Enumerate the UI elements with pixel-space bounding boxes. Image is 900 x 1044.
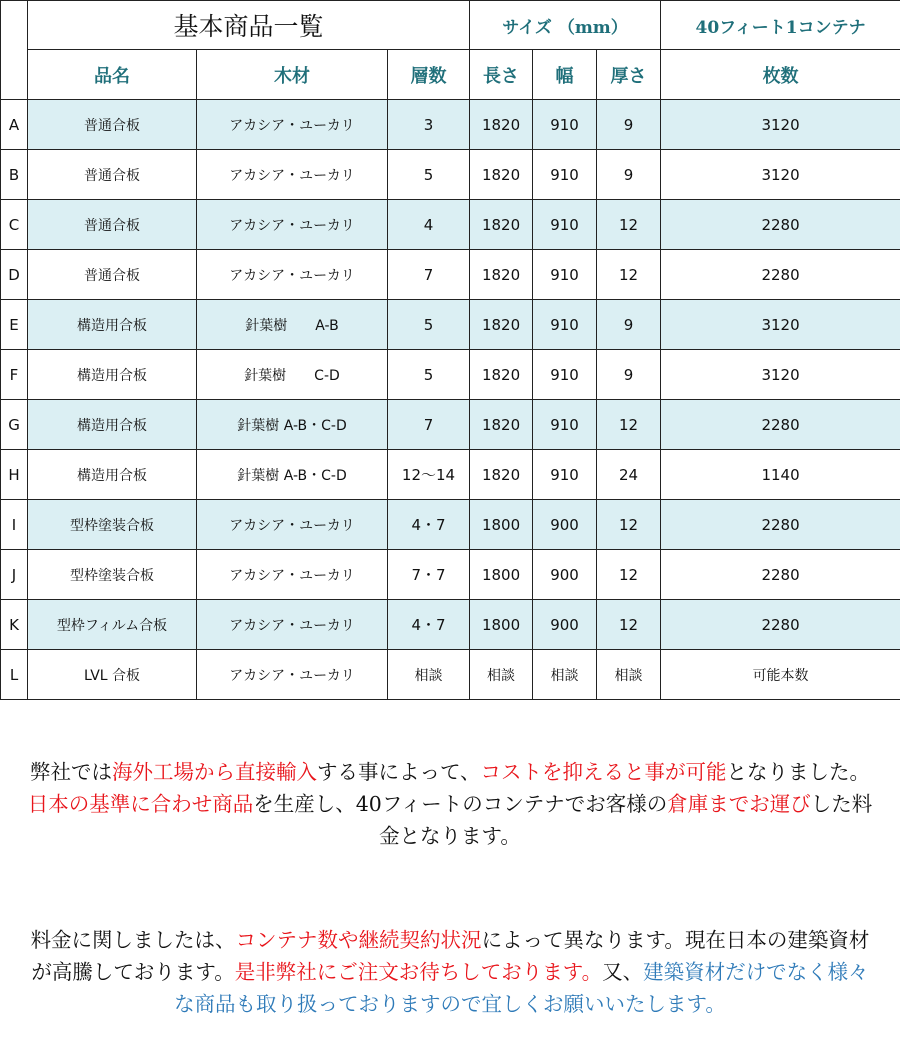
note-text: した料金となります。 — [379, 792, 873, 848]
highlight-red-text: 海外工場から直接輸入 — [111, 760, 317, 784]
cell-name: 普通合板 — [28, 150, 197, 200]
row-label: F — [1, 350, 28, 400]
highlight-red-text: 倉庫までお運び — [667, 792, 811, 816]
row-label: C — [1, 200, 28, 250]
highlight-blue-text: 建築資材だけでなく様々な商品も取り扱っておりますので宜しくお願いいたします。 — [174, 960, 869, 1016]
intro-paragraph — [22, 756, 878, 852]
row-label: J — [1, 550, 28, 600]
cell-count: 1140 — [661, 450, 900, 500]
cell-thickness: 12 — [597, 550, 661, 600]
table-row — [1, 350, 900, 400]
cell-name: 構造用合板 — [28, 350, 197, 400]
cell-wood: アカシア・ユーカリ — [197, 650, 388, 700]
table-row — [1, 300, 900, 350]
cell-count: 可能本数 — [661, 650, 900, 700]
note-text: を生産し、40フィートのコンテナでお客様の — [253, 792, 668, 816]
table-row — [1, 650, 900, 700]
table-row — [1, 250, 900, 300]
table-title: 基本商品一覧 — [28, 1, 470, 50]
row-label: D — [1, 250, 28, 300]
table-row — [1, 450, 900, 500]
cell-length: 相談 — [470, 650, 533, 700]
cell-layers: 7 — [388, 400, 470, 450]
row-label: H — [1, 450, 28, 500]
corner-cell — [1, 1, 28, 100]
cell-thickness: 12 — [597, 500, 661, 550]
cell-name: 普通合板 — [28, 100, 197, 150]
pricing-paragraph — [22, 924, 878, 1020]
table-row — [1, 400, 900, 450]
cell-thickness: 12 — [597, 250, 661, 300]
table-row — [1, 150, 900, 200]
cell-length: 1820 — [470, 150, 533, 200]
note-text: によって異なります。現在日本の建築資材が高騰しております。 — [31, 928, 870, 984]
row-label: I — [1, 500, 28, 550]
table-row — [1, 500, 900, 550]
table-row — [1, 550, 900, 600]
cell-length: 1820 — [470, 300, 533, 350]
cell-wood: アカシア・ユーカリ — [197, 100, 388, 150]
cell-wood: アカシア・ユーカリ — [197, 550, 388, 600]
cell-width: 900 — [533, 500, 597, 550]
cell-thickness: 12 — [597, 200, 661, 250]
note-text: 又、 — [602, 960, 644, 984]
cell-wood: 針葉樹 A-B — [197, 300, 388, 350]
cell-length: 1820 — [470, 400, 533, 450]
cell-count: 2280 — [661, 200, 900, 250]
note-text: となりました。 — [726, 760, 871, 784]
row-label: E — [1, 300, 28, 350]
cell-width: 910 — [533, 200, 597, 250]
row-label: B — [1, 150, 28, 200]
cell-width: 910 — [533, 350, 597, 400]
note-text: 弊社では — [29, 760, 112, 784]
col-header-count: 枚数 — [661, 50, 900, 100]
container-group-header: 40フィート1コンテナ — [661, 1, 900, 50]
cell-count: 2280 — [661, 550, 900, 600]
cell-name: 構造用合板 — [28, 450, 197, 500]
cell-layers: 4 — [388, 200, 470, 250]
cell-wood: 針葉樹 A-B・C-D — [197, 450, 388, 500]
cell-wood: アカシア・ユーカリ — [197, 250, 388, 300]
cell-wood: 針葉樹 C-D — [197, 350, 388, 400]
table-row — [1, 200, 900, 250]
cell-thickness: 24 — [597, 450, 661, 500]
cell-count: 2280 — [661, 600, 900, 650]
highlight-red-text: 是非弊社にご注文お待ちしております。 — [234, 960, 603, 984]
cell-width: 910 — [533, 100, 597, 150]
row-label: L — [1, 650, 28, 700]
col-header-name: 品名 — [28, 50, 197, 100]
cell-layers: 12～14 — [388, 450, 470, 500]
cell-thickness: 9 — [597, 350, 661, 400]
cell-name: LVL 合板 — [28, 650, 197, 700]
cell-name: 型枠塗装合板 — [28, 550, 197, 600]
cell-count: 2280 — [661, 500, 900, 550]
cell-length: 1820 — [470, 200, 533, 250]
cell-width: 相談 — [533, 650, 597, 700]
col-header-layers: 層数 — [388, 50, 470, 100]
cell-wood: アカシア・ユーカリ — [197, 600, 388, 650]
cell-length: 1820 — [470, 250, 533, 300]
cell-count: 3120 — [661, 150, 900, 200]
table-row — [1, 600, 900, 650]
cell-count: 2280 — [661, 250, 900, 300]
note-text: する事によって、 — [316, 760, 481, 784]
cell-width: 910 — [533, 450, 597, 500]
cell-length: 1820 — [470, 450, 533, 500]
cell-length: 1800 — [470, 600, 533, 650]
cell-layers: 7・7 — [388, 550, 470, 600]
cell-name: 構造用合板 — [28, 300, 197, 350]
cell-thickness: 12 — [597, 400, 661, 450]
cell-count: 3120 — [661, 350, 900, 400]
cell-width: 910 — [533, 150, 597, 200]
header-row-2 — [1, 50, 900, 100]
cell-width: 900 — [533, 550, 597, 600]
cell-length: 1820 — [470, 100, 533, 150]
cell-layers: 7 — [388, 250, 470, 300]
highlight-red-text: コンテナ数や継続契約状況 — [235, 928, 482, 952]
cell-length: 1800 — [470, 550, 533, 600]
col-header-width: 幅 — [533, 50, 597, 100]
cell-wood: アカシア・ユーカリ — [197, 200, 388, 250]
row-label: A — [1, 100, 28, 150]
cell-thickness: 9 — [597, 300, 661, 350]
note-text: 料金に関しましたは、 — [30, 928, 236, 952]
cell-width: 910 — [533, 250, 597, 300]
cell-wood: アカシア・ユーカリ — [197, 500, 388, 550]
cell-count: 2280 — [661, 400, 900, 450]
cell-length: 1800 — [470, 500, 533, 550]
size-group-header: サイズ （mm） — [470, 1, 661, 50]
cell-layers: 5 — [388, 350, 470, 400]
highlight-red-text: コストを抑えると事が可能 — [480, 760, 727, 784]
cell-layers: 5 — [388, 300, 470, 350]
cell-name: 型枠塗装合板 — [28, 500, 197, 550]
cell-name: 普通合板 — [28, 200, 197, 250]
cell-wood: 針葉樹 A-B・C-D — [197, 400, 388, 450]
highlight-red-text: 日本の基準に合わせ商品 — [27, 792, 254, 816]
cell-width: 910 — [533, 300, 597, 350]
table-row — [1, 100, 900, 150]
col-header-length: 長さ — [470, 50, 533, 100]
col-header-wood: 木材 — [197, 50, 388, 100]
cell-count: 3120 — [661, 100, 900, 150]
cell-wood: アカシア・ユーカリ — [197, 150, 388, 200]
cell-thickness: 9 — [597, 150, 661, 200]
cell-count: 3120 — [661, 300, 900, 350]
row-label: G — [1, 400, 28, 450]
cell-width: 900 — [533, 600, 597, 650]
cell-layers: 5 — [388, 150, 470, 200]
cell-layers: 4・7 — [388, 600, 470, 650]
cell-layers: 3 — [388, 100, 470, 150]
col-header-thickness: 厚さ — [597, 50, 661, 100]
cell-length: 1820 — [470, 350, 533, 400]
cell-name: 型枠フィルム合板 — [28, 600, 197, 650]
cell-thickness: 9 — [597, 100, 661, 150]
cell-width: 910 — [533, 400, 597, 450]
cell-name: 普通合板 — [28, 250, 197, 300]
cell-thickness: 相談 — [597, 650, 661, 700]
cell-layers: 相談 — [388, 650, 470, 700]
row-label: K — [1, 600, 28, 650]
cell-name: 構造用合板 — [28, 400, 197, 450]
cell-thickness: 12 — [597, 600, 661, 650]
header-row-1 — [1, 1, 900, 50]
cell-layers: 4・7 — [388, 500, 470, 550]
